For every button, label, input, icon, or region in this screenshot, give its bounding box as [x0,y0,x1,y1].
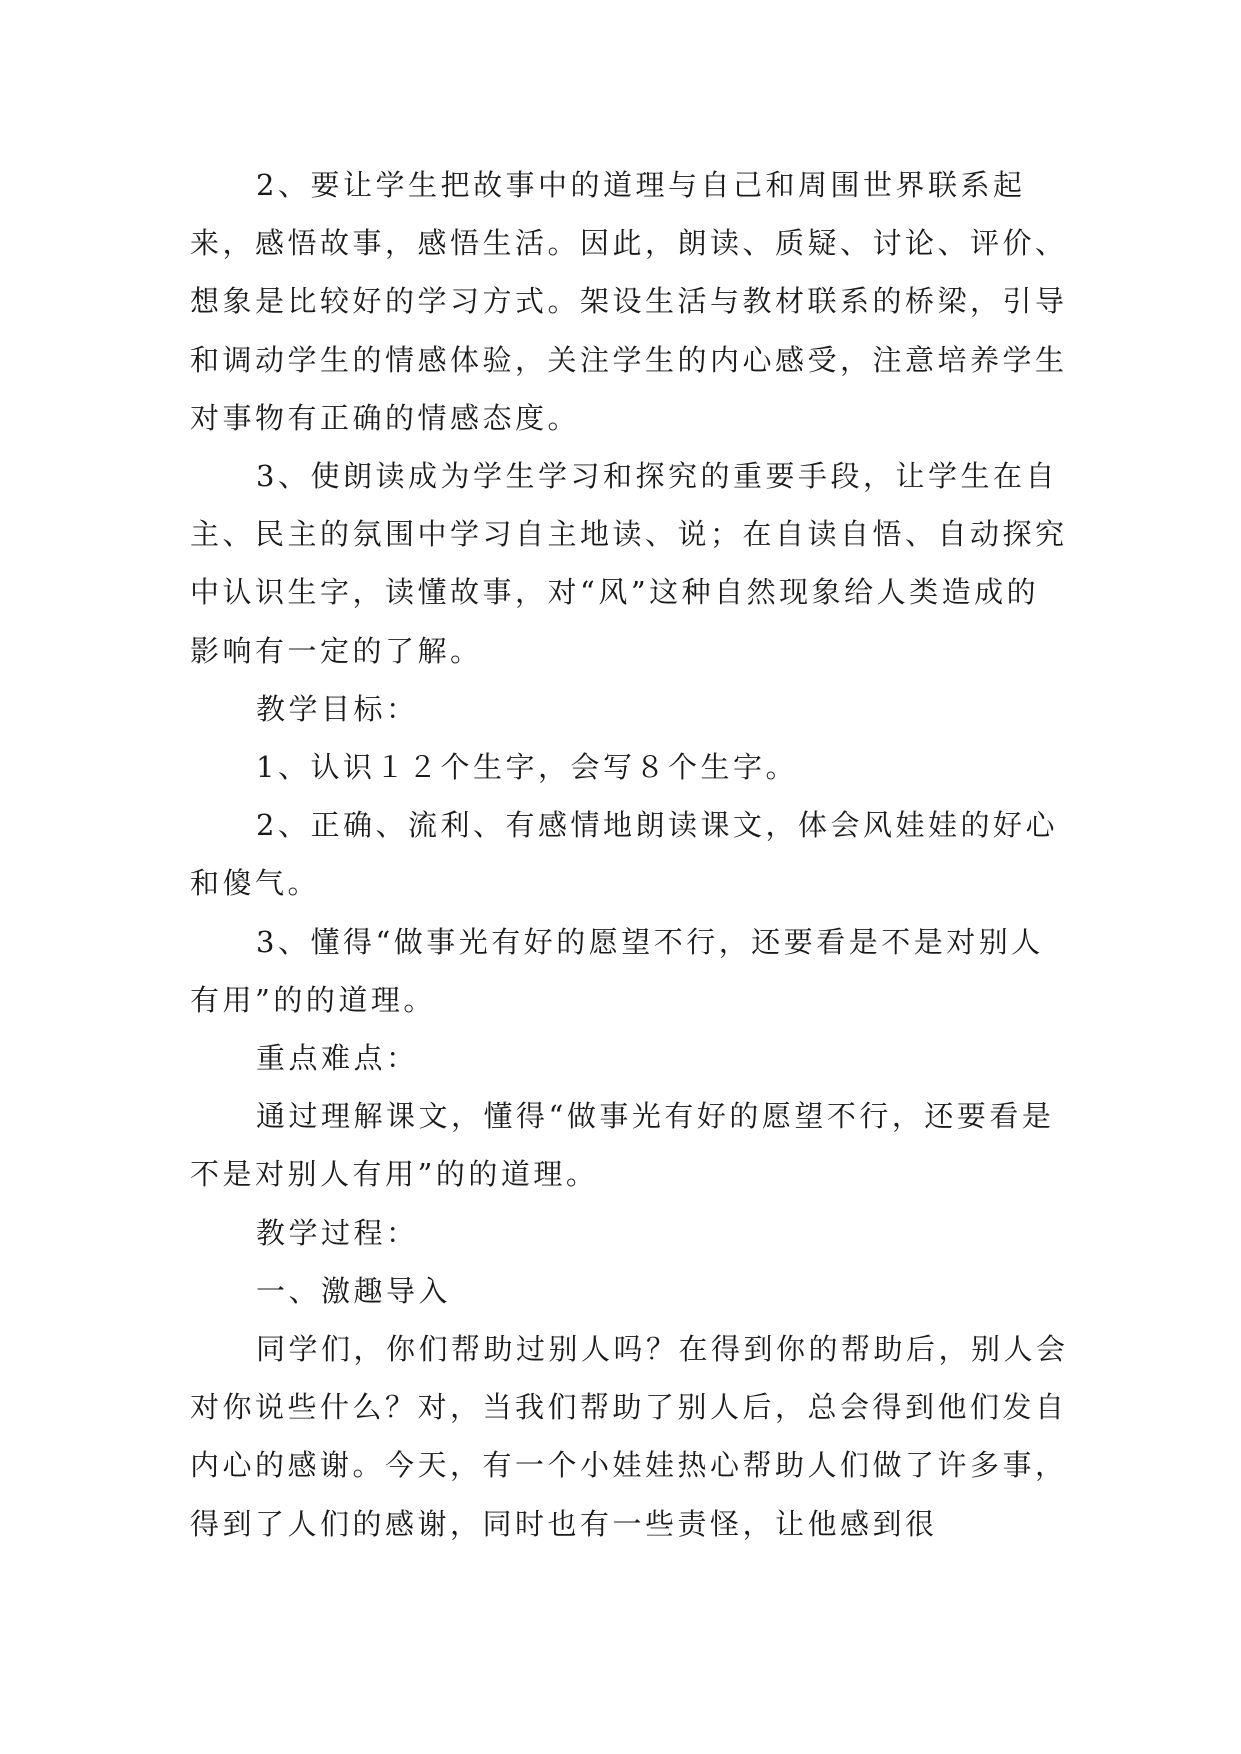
paragraph-goal-2: 2、要让学生把故事中的道理与自己和周围世界联系起来，感悟故事，感悟生活。因此，朗读、质疑、讨论、评价、想象是比较好的学习方式。架设生活与教材联系的桥梁，引导和调动学生的情感体验，关注学生的内心感受，注意培养学生对事物有正确的情感态度。 [190,168,1068,435]
objective-item-2: 2、正确、流利、有感情地朗读课文，体会风娃娃的好心和傻气。 [190,808,1058,901]
objective-item-3: 3、懂得“做事光有好的愿望不行，还要看是不是对别人有用”的的道理。 [190,924,1044,1017]
heading-key-difficulties: 重点难点： [256,1041,419,1076]
heading-section-one: 一、激趣导入 [256,1273,452,1308]
document-body [190,156,1070,1553]
heading-teaching-process: 教学过程： [256,1215,419,1250]
paragraph-goal-3: 3、使朗读成为学生学习和探究的重要手段，让学生在自主、民主的氛围中学习自主地读、说；在自读自悟、自动探究中认识生字，读懂故事，对“风”这种自然现象给人类造成的影响有一定的了解。 [190,459,1068,668]
paragraph-key-difficulties: 通过理解课文，懂得“做事光有好的愿望不行，还要看是不是对别人有用”的的道理。 [190,1099,1055,1192]
paragraph-introduction: 同学们，你们帮助过别人吗？在得到你的帮助后，别人会对你说些什么？对，当我们帮助了别人后，总会得到他们发自内心的感谢。今天，有一个小娃娃热心帮助人们做了许多事，得到了人们的感谢，同时也有一些责怪，让他感到很 [190,1332,1069,1541]
objective-item-1: 1、认识１２个生字，会写８个生字。 [256,750,798,785]
heading-teaching-objectives: 教学目标： [256,691,419,726]
